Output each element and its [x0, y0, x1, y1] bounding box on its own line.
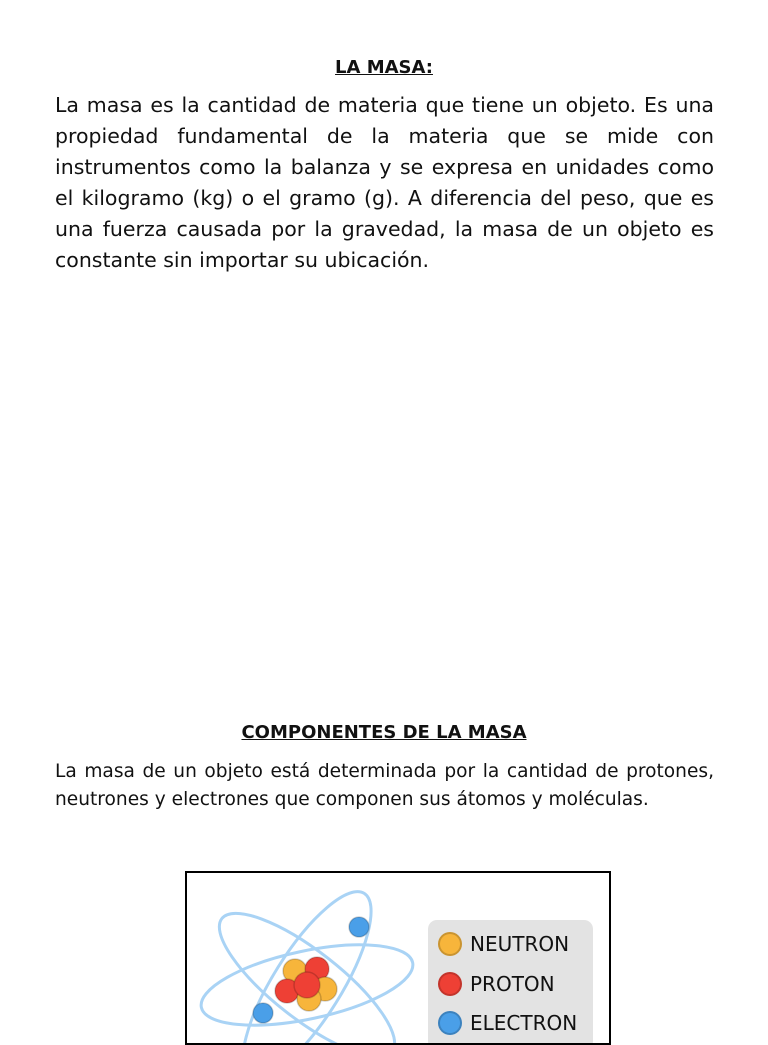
legend-item-proton [438, 970, 555, 998]
legend-label-proton: PROTON [470, 972, 555, 996]
section-title-componentes: COMPONENTES DE LA MASA [241, 722, 527, 743]
orbit-ring [221, 875, 393, 1043]
paragraph-componentes-masa: La masa de un objeto está determinada por la cantidad de protones, neutrones y electrones que componen sus átomos y moléculas. [55, 761, 714, 810]
paragraph-definicion-masa: La masa es la cantidad de materia que tiene un objeto. Es una propiedad fundamental de la materia que se mide con instrumentos como la balanza y se expresa en unidades como el kilogramo (kg) o el gramo (g). A diferencia del peso, que es una fuerza causada por la gravedad, la masa de un objeto es constante sin importar su ubicación. [55, 93, 714, 272]
neutron-dot-icon [438, 932, 462, 956]
legend-label-neutron: NEUTRON [470, 932, 570, 956]
electron-dot-icon [438, 1011, 462, 1035]
electron [349, 917, 369, 937]
electron [253, 1003, 273, 1023]
legend-item-neutron [438, 930, 569, 958]
legend-item-electron [438, 1009, 577, 1037]
proton-dot-icon [438, 972, 462, 996]
particle-legend [428, 920, 593, 1045]
nucleus-proton [294, 972, 320, 998]
atom-figure [185, 871, 611, 1045]
section-title-la-masa: LA MASA: [335, 57, 433, 78]
atom-diagram [187, 873, 427, 1043]
legend-label-electron: ELECTRON [470, 1011, 578, 1035]
